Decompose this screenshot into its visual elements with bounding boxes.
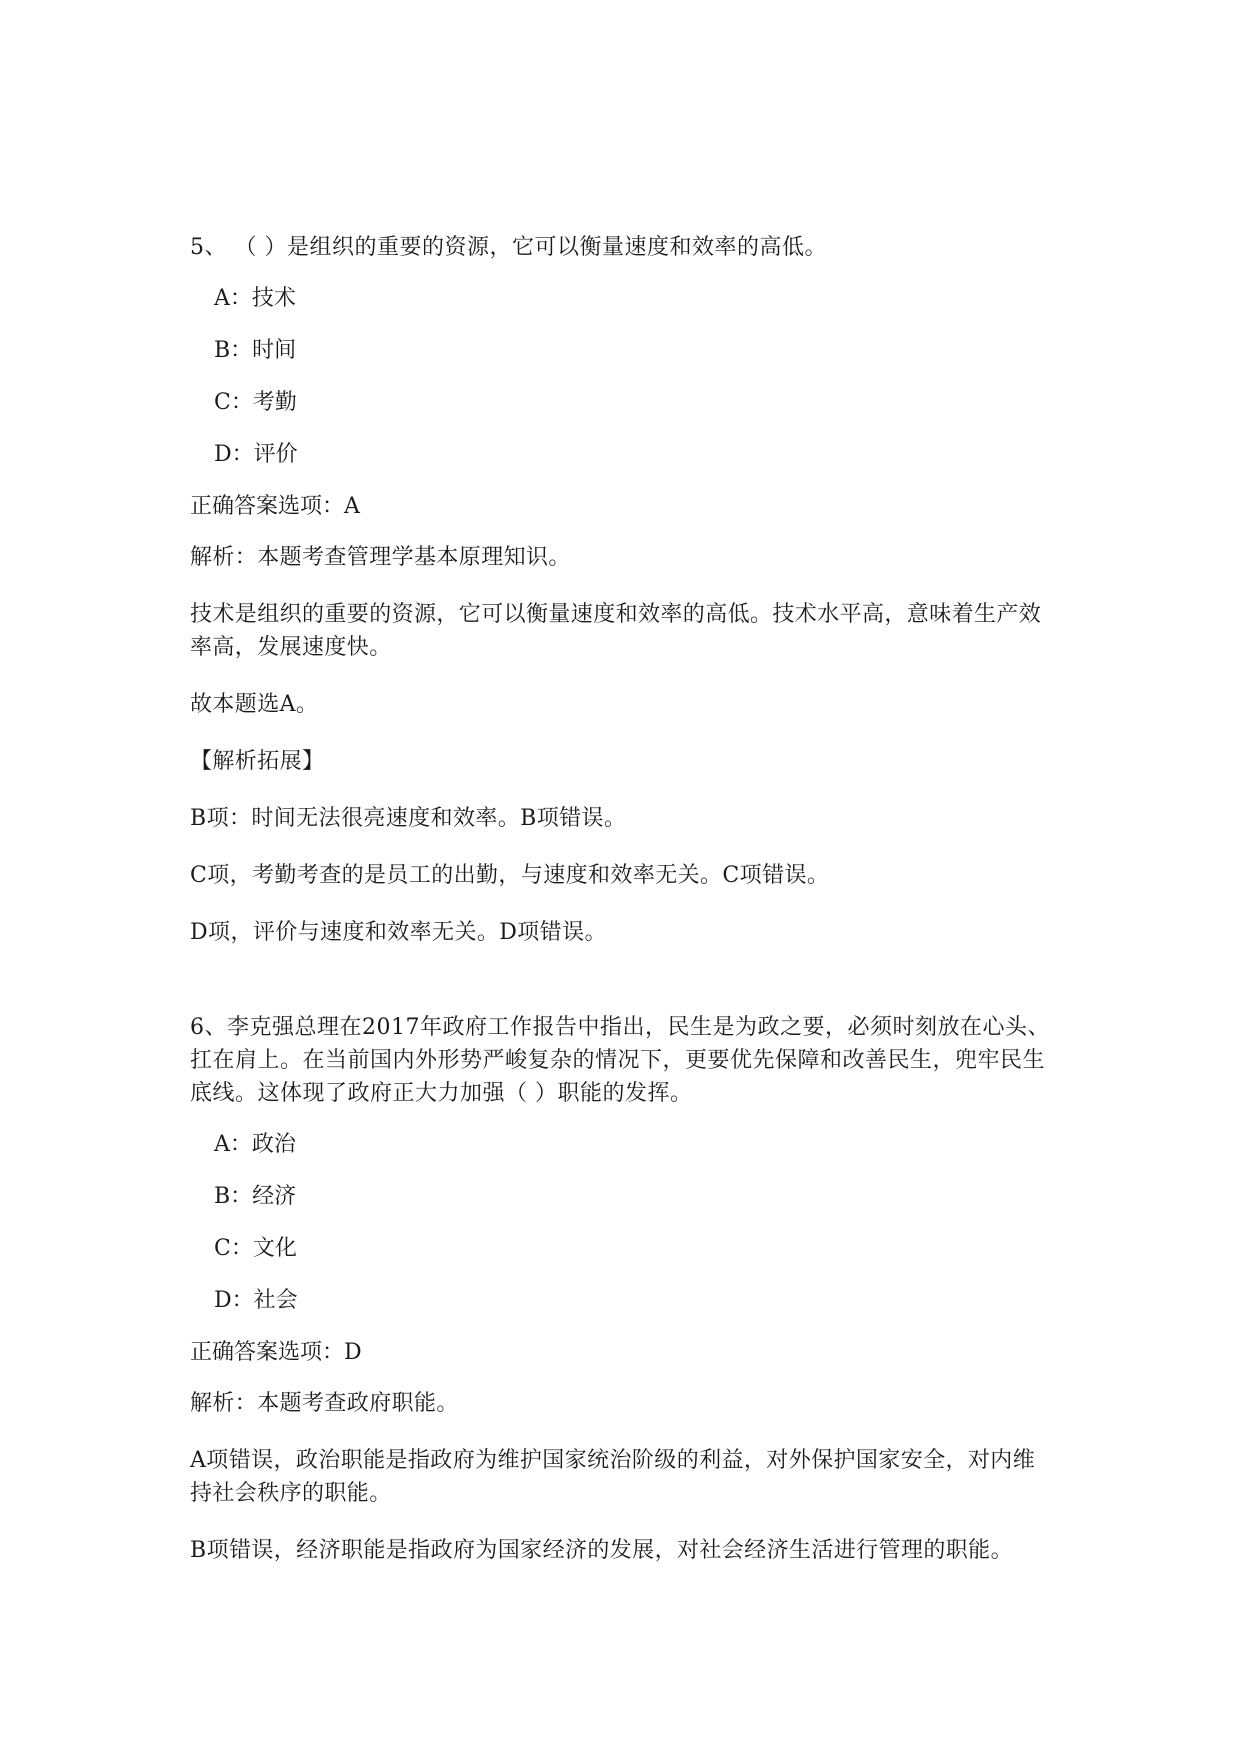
question-stem: 6、李克强总理在2017年政府工作报告中指出，民生是为政之要，必须时刻放在心头、扛在肩上。在当前国内外形势严峻复杂的情况下，更要优先保障和改善民生，兜牢民生底线。这体现了政府正大力加强（ ）职能的发挥。	[190, 1015, 1050, 1106]
explanation-line: B项错误，经济职能是指政府为国家经济的发展，对社会经济生活进行管理的职能。	[190, 1538, 1013, 1563]
explanation-line: C项，考勤考查的是员工的出勤，与速度和效率无关。C项错误。	[190, 863, 830, 888]
explanation-line: D项，评价与速度和效率无关。D项错误。	[190, 920, 607, 945]
question-6	[190, 1011, 1050, 1591]
explanation-line: 故本题选A。	[190, 692, 319, 717]
correct-answer: 正确答案选项：A	[190, 494, 360, 519]
explanation-heading: 【解析拓展】	[190, 749, 325, 774]
option-d: D：评价	[214, 442, 298, 467]
question-stem: 5、 （ ）是组织的重要的资源，它可以衡量速度和效率的高低。	[190, 235, 827, 260]
explanation-line: B项：时间无法很亮速度和效率。B项错误。	[190, 806, 627, 831]
option-b: B：经济	[214, 1184, 297, 1209]
option-b: B：时间	[214, 338, 297, 363]
correct-answer: 正确答案选项：D	[190, 1340, 362, 1365]
explanation-line: 解析：本题考查管理学基本原理知识。	[190, 545, 571, 570]
explanation-line: A项错误，政治职能是指政府为维护国家统治阶级的利益，对外保护国家安全，对内维持社会秩序的职能。	[190, 1448, 1036, 1506]
explanation-line: 技术是组织的重要的资源，它可以衡量速度和效率的高低。技术水平高，意味着生产效率高，发展速度快。	[190, 602, 1042, 660]
question-5	[190, 231, 1050, 973]
option-c: C：文化	[214, 1236, 297, 1261]
option-a: A：政治	[214, 1132, 296, 1157]
option-a: A：技术	[214, 286, 296, 311]
option-d: D：社会	[214, 1288, 298, 1313]
explanation-line: 解析：本题考查政府职能。	[190, 1391, 459, 1416]
option-c: C：考勤	[214, 390, 297, 415]
